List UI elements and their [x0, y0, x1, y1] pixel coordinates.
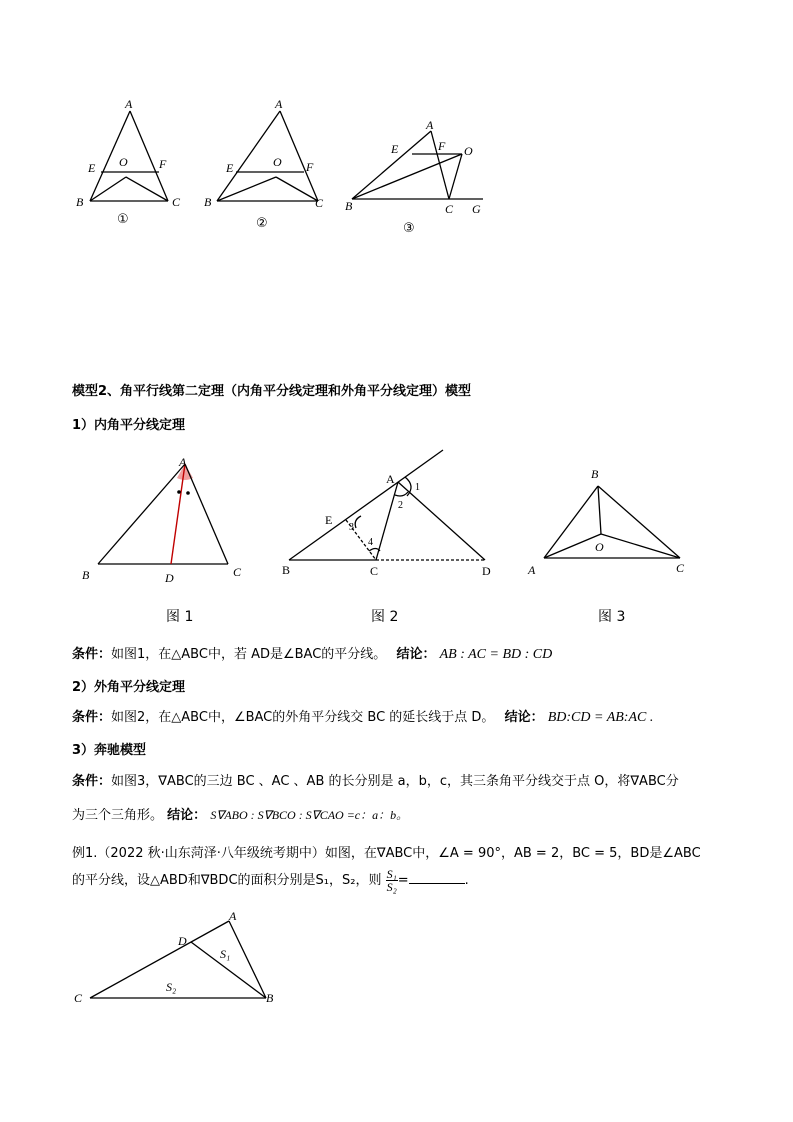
- example-text: 的平分线，设△ABD和∇BDC的面积分别是S₁，S₂，则: [72, 873, 382, 888]
- fig1-label-C: C: [172, 195, 181, 209]
- fb2-label-E: E: [325, 513, 333, 527]
- condition-label: 条件：: [72, 710, 112, 725]
- middle-figures: [70, 448, 720, 633]
- fb3-label-B: B: [591, 467, 599, 481]
- section-title: 模型2、角平行线第二定理（内角平分线定理和外角平分线定理）模型: [72, 384, 472, 399]
- condition-text-cont: 为三个三角形。: [72, 808, 164, 823]
- condition-label: 条件：: [72, 647, 112, 662]
- condition-line-3: [72, 770, 679, 789]
- figure-bisector-2: [289, 450, 485, 560]
- fb2-caption: 图 2: [371, 609, 399, 625]
- subsection-3: 3）奔驰模型: [72, 743, 147, 758]
- fb2-angle-4: 4: [368, 537, 373, 548]
- conclusion-label: 结论：: [396, 647, 436, 662]
- fig2-number: ②: [256, 216, 268, 231]
- fb1-label-A: A: [179, 455, 187, 469]
- fb2-label-A: A: [386, 472, 395, 486]
- example-label-S2: S₂: [166, 980, 177, 994]
- example-label-B: B: [266, 991, 274, 1005]
- condition-text: 如图3，∇ABC的三边 BC 、AC 、AB 的长分别是 a，b，c，其三条角平分线交于点 O，将∇ABC分: [111, 774, 679, 789]
- fb3-caption: 图 3: [598, 609, 626, 625]
- fb3-label-A: A: [528, 563, 536, 577]
- fig3-label-F: F: [438, 139, 446, 153]
- fig3-label-G: G: [472, 202, 481, 216]
- figure-1: [90, 111, 168, 201]
- condition-line-4: [72, 804, 408, 823]
- fb2-label-D: D: [482, 564, 491, 578]
- fb3-label-O: O: [595, 540, 604, 554]
- answer-blank[interactable]: [409, 871, 465, 884]
- subsection-2: 2）外角平分线定理: [72, 680, 186, 695]
- fig2-label-A: A: [275, 97, 283, 111]
- fb1-label-D: D: [165, 571, 174, 585]
- fig3-label-C: C: [445, 202, 454, 216]
- equals-sign: =: [397, 873, 409, 888]
- condition-label: 条件：: [72, 774, 112, 789]
- fb2-angle-1: 1: [415, 482, 420, 493]
- fig1-label-A: A: [125, 97, 133, 111]
- fig2-label-O: O: [273, 155, 282, 169]
- example-line-2: [72, 868, 469, 893]
- fb1-label-C: C: [233, 565, 242, 579]
- fig2-label-C: C: [315, 196, 324, 210]
- condition-line-2: [72, 706, 653, 726]
- fig1-label-F: F: [159, 157, 167, 171]
- ratio-fraction: [386, 868, 398, 893]
- period: .: [464, 873, 469, 888]
- conclusion-formula: S∇ABO : S∇BCO : S∇CAO =c：a：b。: [210, 808, 409, 822]
- conclusion-formula: AB : AC = BD : CD: [439, 647, 553, 662]
- fb2-label-B: B: [282, 563, 291, 577]
- fig2-label-E: E: [226, 161, 234, 175]
- conclusion-label: 结论：: [167, 808, 207, 823]
- example-label-C: C: [74, 991, 83, 1005]
- fig1-number: ①: [117, 212, 129, 227]
- fig3-number: ③: [403, 221, 415, 236]
- figure-bisector-1: [98, 464, 228, 564]
- figure-2: [217, 111, 318, 201]
- fb2-label-C: C: [370, 564, 379, 578]
- fb3-label-C: C: [676, 561, 685, 575]
- example-label-S1: S₁: [220, 947, 231, 961]
- fb2-angle-2: 2: [398, 500, 403, 511]
- condition-line-1: [72, 643, 552, 663]
- fb1-caption: 图 1: [166, 609, 194, 625]
- fraction-numerator: S₁: [386, 867, 397, 881]
- example-figure: [70, 905, 290, 1010]
- condition-text: 如图1，在△ABC中，若 AD是∠BAC的平分线。: [111, 647, 387, 662]
- fig1-label-B: B: [76, 195, 84, 209]
- fig3-label-E: E: [391, 142, 399, 156]
- fig3-label-B: B: [345, 199, 353, 213]
- fig3-label-A: A: [426, 118, 434, 132]
- fig3-label-O: O: [464, 144, 473, 158]
- example-label-A: A: [229, 909, 237, 923]
- fb2-angle-3: 3: [349, 522, 354, 533]
- fig2-label-F: F: [306, 160, 314, 174]
- conclusion-label: 结论：: [504, 710, 544, 725]
- condition-text: 如图2，在△ABC中，∠BAC的外角平分线交 BC 的延长线于点 D。: [111, 710, 495, 725]
- fig1-label-E: E: [88, 161, 96, 175]
- figure-3: [352, 131, 483, 199]
- fig1-label-O: O: [119, 155, 128, 169]
- example-label-D: D: [178, 934, 187, 948]
- top-figures: [60, 95, 520, 240]
- figure-bisector-3: [544, 486, 680, 558]
- fb1-label-B: B: [82, 568, 90, 582]
- subsection-1: 1）内角平分线定理: [72, 418, 186, 433]
- example-line-1: 例1.（2022 秋·山东菏泽·八年级统考期中）如图，在∇ABC中，∠A = 90°，AB = 2，BC = 5，BD是∠ABC: [72, 846, 701, 861]
- fraction-denominator: S₂: [386, 880, 397, 894]
- fig2-label-B: B: [204, 195, 212, 209]
- conclusion-formula: BD:CD = AB:AC .: [547, 710, 654, 725]
